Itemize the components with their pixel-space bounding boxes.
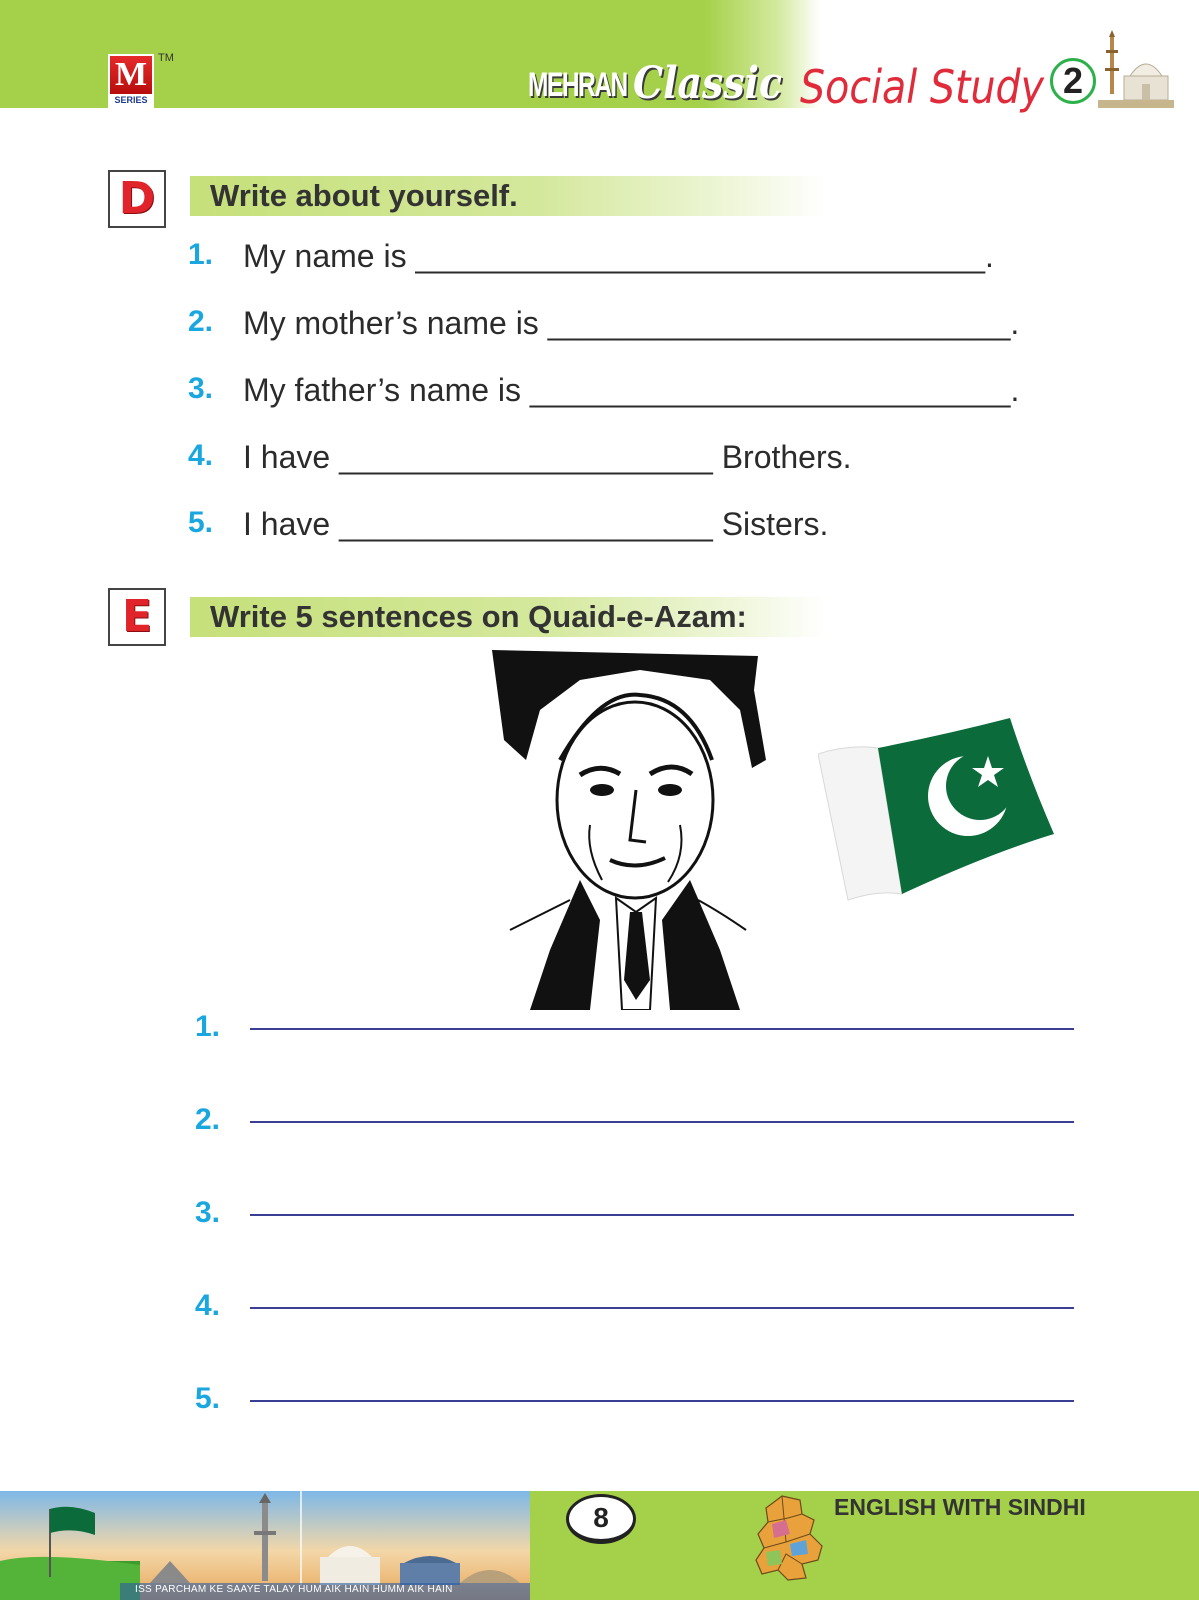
list-item	[0, 506, 1199, 546]
item-number: 4.	[188, 439, 214, 472]
line-number: 3.	[195, 1196, 221, 1229]
item-number: 1.	[188, 238, 214, 271]
brand-mehran: MEHRAN	[528, 66, 627, 104]
line-number: 1.	[195, 1010, 221, 1043]
section-d-badge	[108, 170, 166, 228]
writing-line-3[interactable]	[250, 1214, 1074, 1216]
section-e-badge	[108, 588, 166, 646]
footer-caption: ISS PARCHAM KE SAAYE TALAY HUM AIK HAIN HUMM AIK HAIN	[135, 1584, 453, 1595]
line-number: 5.	[195, 1382, 221, 1415]
trademark-mark: TM	[158, 52, 174, 64]
line-number: 4.	[195, 1289, 221, 1322]
list-item	[0, 305, 1199, 345]
section-d-letter: D	[118, 173, 156, 224]
item-text: My mother’s name is __________________________.	[243, 305, 1020, 341]
page-number: 8	[566, 1494, 636, 1544]
list-item	[0, 372, 1199, 412]
logo-series-label: SERIES	[114, 95, 148, 105]
grade-badge: 2	[1050, 58, 1096, 104]
item-number: 5.	[188, 506, 214, 539]
quaid-e-azam-portrait	[490, 650, 766, 1010]
section-e-title: Write 5 sentences on Quaid-e-Azam:	[210, 599, 747, 634]
item-number: 2.	[188, 305, 214, 338]
pakistan-flag-icon	[818, 714, 1054, 914]
item-text: I have _____________________ Brothers.	[243, 439, 852, 475]
footer-book-title: ENGLISH WITH SINDHI	[834, 1494, 1086, 1520]
subject-title: Social Study	[800, 60, 1045, 114]
item-number: 3.	[188, 372, 214, 405]
writing-line-4[interactable]	[250, 1307, 1074, 1309]
item-text: I have _____________________ Sisters.	[243, 506, 829, 542]
minar-mausoleum-icon	[1094, 30, 1174, 110]
list-item	[0, 439, 1199, 479]
writing-line-2[interactable]	[250, 1121, 1074, 1123]
item-text: My father’s name is ___________________________.	[243, 372, 1020, 408]
mehran-series-logo	[108, 54, 154, 108]
brand-classic: Classic	[633, 58, 783, 109]
sindh-map-icon	[752, 1494, 826, 1582]
logo-letter: M	[110, 56, 152, 94]
section-e-letter: E	[121, 591, 153, 642]
section-d-title: Write about yourself.	[210, 178, 518, 213]
writing-line-5[interactable]	[250, 1400, 1074, 1402]
writing-line-1[interactable]	[250, 1028, 1074, 1030]
list-item	[0, 238, 1199, 278]
item-text: My name is ________________________________.	[243, 238, 994, 274]
line-number: 2.	[195, 1103, 221, 1136]
